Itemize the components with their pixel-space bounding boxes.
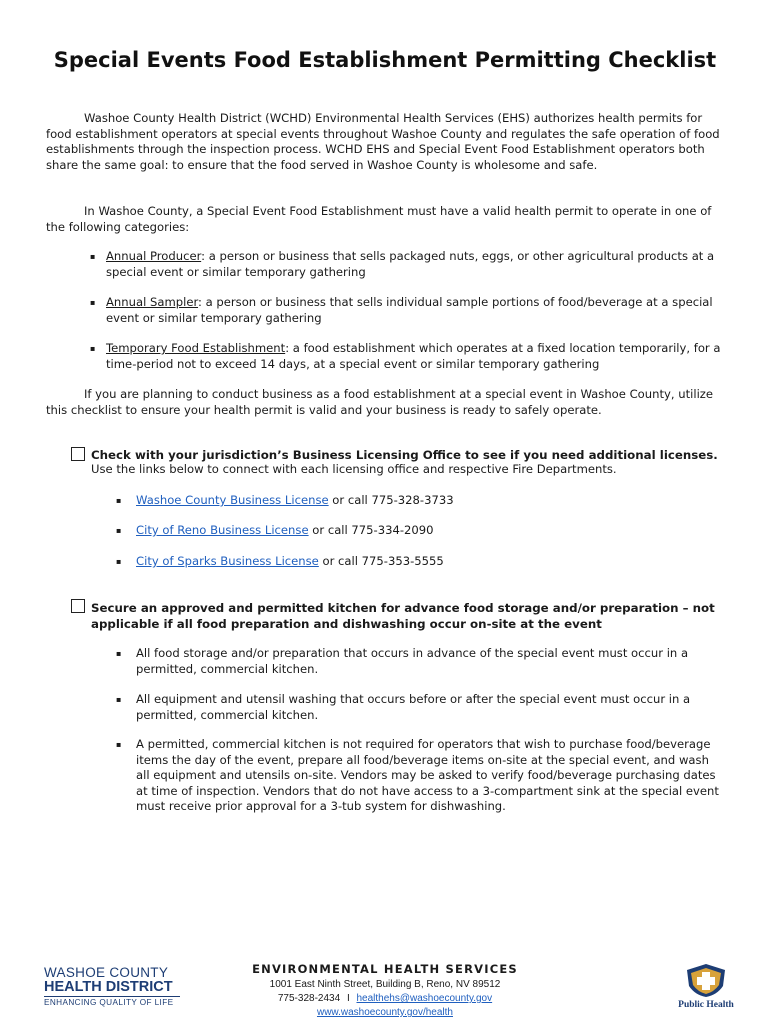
logo-line-1: WASHOE COUNTY: [44, 965, 169, 980]
logo-line-2: HEALTH DISTRICT: [44, 979, 173, 995]
footer-phone: 775-328-2434: [277, 993, 341, 1004]
checkbox-business-license[interactable]: [71, 447, 85, 461]
category-term: Temporary Food Establishment: [106, 341, 286, 355]
reno-business-license-link[interactable]: City of Reno Business License: [136, 523, 309, 537]
footer-email-link[interactable]: healthehs@washoecounty.gov: [356, 993, 493, 1004]
checklist-heading-business-license: Check with your jurisdiction’s Business Licensing Office to see if you need additional licenses.: [91, 448, 718, 462]
public-health-logo: [676, 962, 736, 1010]
category-term: Annual Sampler: [106, 295, 199, 309]
footer-address: 1001 East Ninth Street, Building B, Reno, NV 89512: [269, 979, 501, 990]
footer-department: ENVIRONMENTAL HEALTH SERVICES: [252, 962, 518, 976]
closing-paragraph: If you are planning to conduct business as a food establishment at a special event in Washoe County, utilize this checklist to ensure your health permit is valid and your business is ready to safely operate.: [46, 387, 714, 417]
bullet-icon: ▪: [116, 496, 122, 505]
bullet-icon: ▪: [116, 557, 122, 566]
phone-text: or call 775-328-3733: [328, 493, 454, 507]
public-health-text: Public Health: [678, 1000, 734, 1010]
bullet-icon: ▪: [116, 649, 122, 658]
intro-paragraph: Washoe County Health District (WCHD) Environmental Health Services (EHS) authorizes health permits for food establishment operators at special events throughout Washoe County and regulates the safe operation of food establishments through the inspection process. WCHD EHS and Special Event Food Establishment operators both share the same goal: to ensure that the food served in Washoe County is wholesome and safe.: [46, 111, 720, 172]
checkbox-permitted-kitchen[interactable]: [71, 599, 85, 613]
phone-text: or call 775-353-5555: [318, 554, 444, 568]
bullet-icon: ▪: [116, 695, 122, 704]
checklist-heading-permitted-kitchen: Secure an approved and permitted kitchen for advance food storage and/or preparation – not applicable if all food preparation and dishwashing occur on-site at the event: [91, 601, 715, 631]
checklist-subtext: Use the links below to connect with each licensing office and respective Fire Departments.: [91, 462, 617, 476]
kitchen-item-text: A permitted, commercial kitchen is not required for operators that wish to purchase food/beverage items the day of the event, prepare all food/beverage items on-site at the special event, and wash all equipment and utensils on-site. Vendors may be asked to verify food/beverage purchasing dates at time of inspection. Vendors that do not have access to a 3-compartment sink at the special event must receive prior approval for a 3-tub system for dishwashing.: [136, 737, 719, 814]
bullet-icon: ▪: [90, 344, 96, 353]
footer-website-link[interactable]: www.washoecounty.gov/health: [316, 1007, 453, 1018]
washoe-health-district-logo: [44, 966, 180, 1007]
kitchen-item-text: All equipment and utensil washing that occurs before or after the special event must occur in a permitted, commercial kitchen.: [136, 692, 691, 722]
public-health-shield-icon: [683, 962, 729, 998]
bullet-icon: ▪: [90, 298, 96, 307]
page-title: Special Events Food Establishment Permitting Checklist: [53, 48, 717, 72]
footer-separator: I: [346, 993, 350, 1004]
phone-text: or call 775-334-2090: [308, 523, 434, 537]
category-term: Annual Producer: [106, 249, 202, 263]
footer-contact: [235, 962, 535, 1020]
footer-website-row: [235, 1006, 535, 1020]
logo-tagline: ENHANCING QUALITY OF LIFE: [44, 996, 180, 1007]
bullet-icon: ▪: [116, 740, 122, 749]
footer-phone-email: [235, 992, 535, 1006]
category-desc: : a person or business that sells packaged nuts, eggs, or other agricultural products at a special event or similar temporary gathering: [106, 249, 715, 279]
bullet-icon: ▪: [116, 526, 122, 535]
kitchen-item-text: All food storage and/or preparation that occurs in advance of the special event must occur in a permitted, commercial kitchen.: [136, 646, 689, 676]
categories-intro: In Washoe County, a Special Event Food Establishment must have a valid health permit to operate in one of the following categories:: [46, 204, 712, 234]
washoe-business-license-link[interactable]: Washoe County Business License: [136, 493, 329, 507]
bullet-icon: ▪: [90, 252, 96, 261]
sparks-business-license-link[interactable]: City of Sparks Business License: [136, 554, 319, 568]
category-desc: : a food establishment which operates at a fixed location temporarily, for a time-period not to exceed 14 days, at a special event or similar temporary gathering: [106, 341, 721, 371]
category-desc: : a person or business that sells individual sample portions of food/beverage at a special event or similar temporary gathering: [106, 295, 713, 325]
